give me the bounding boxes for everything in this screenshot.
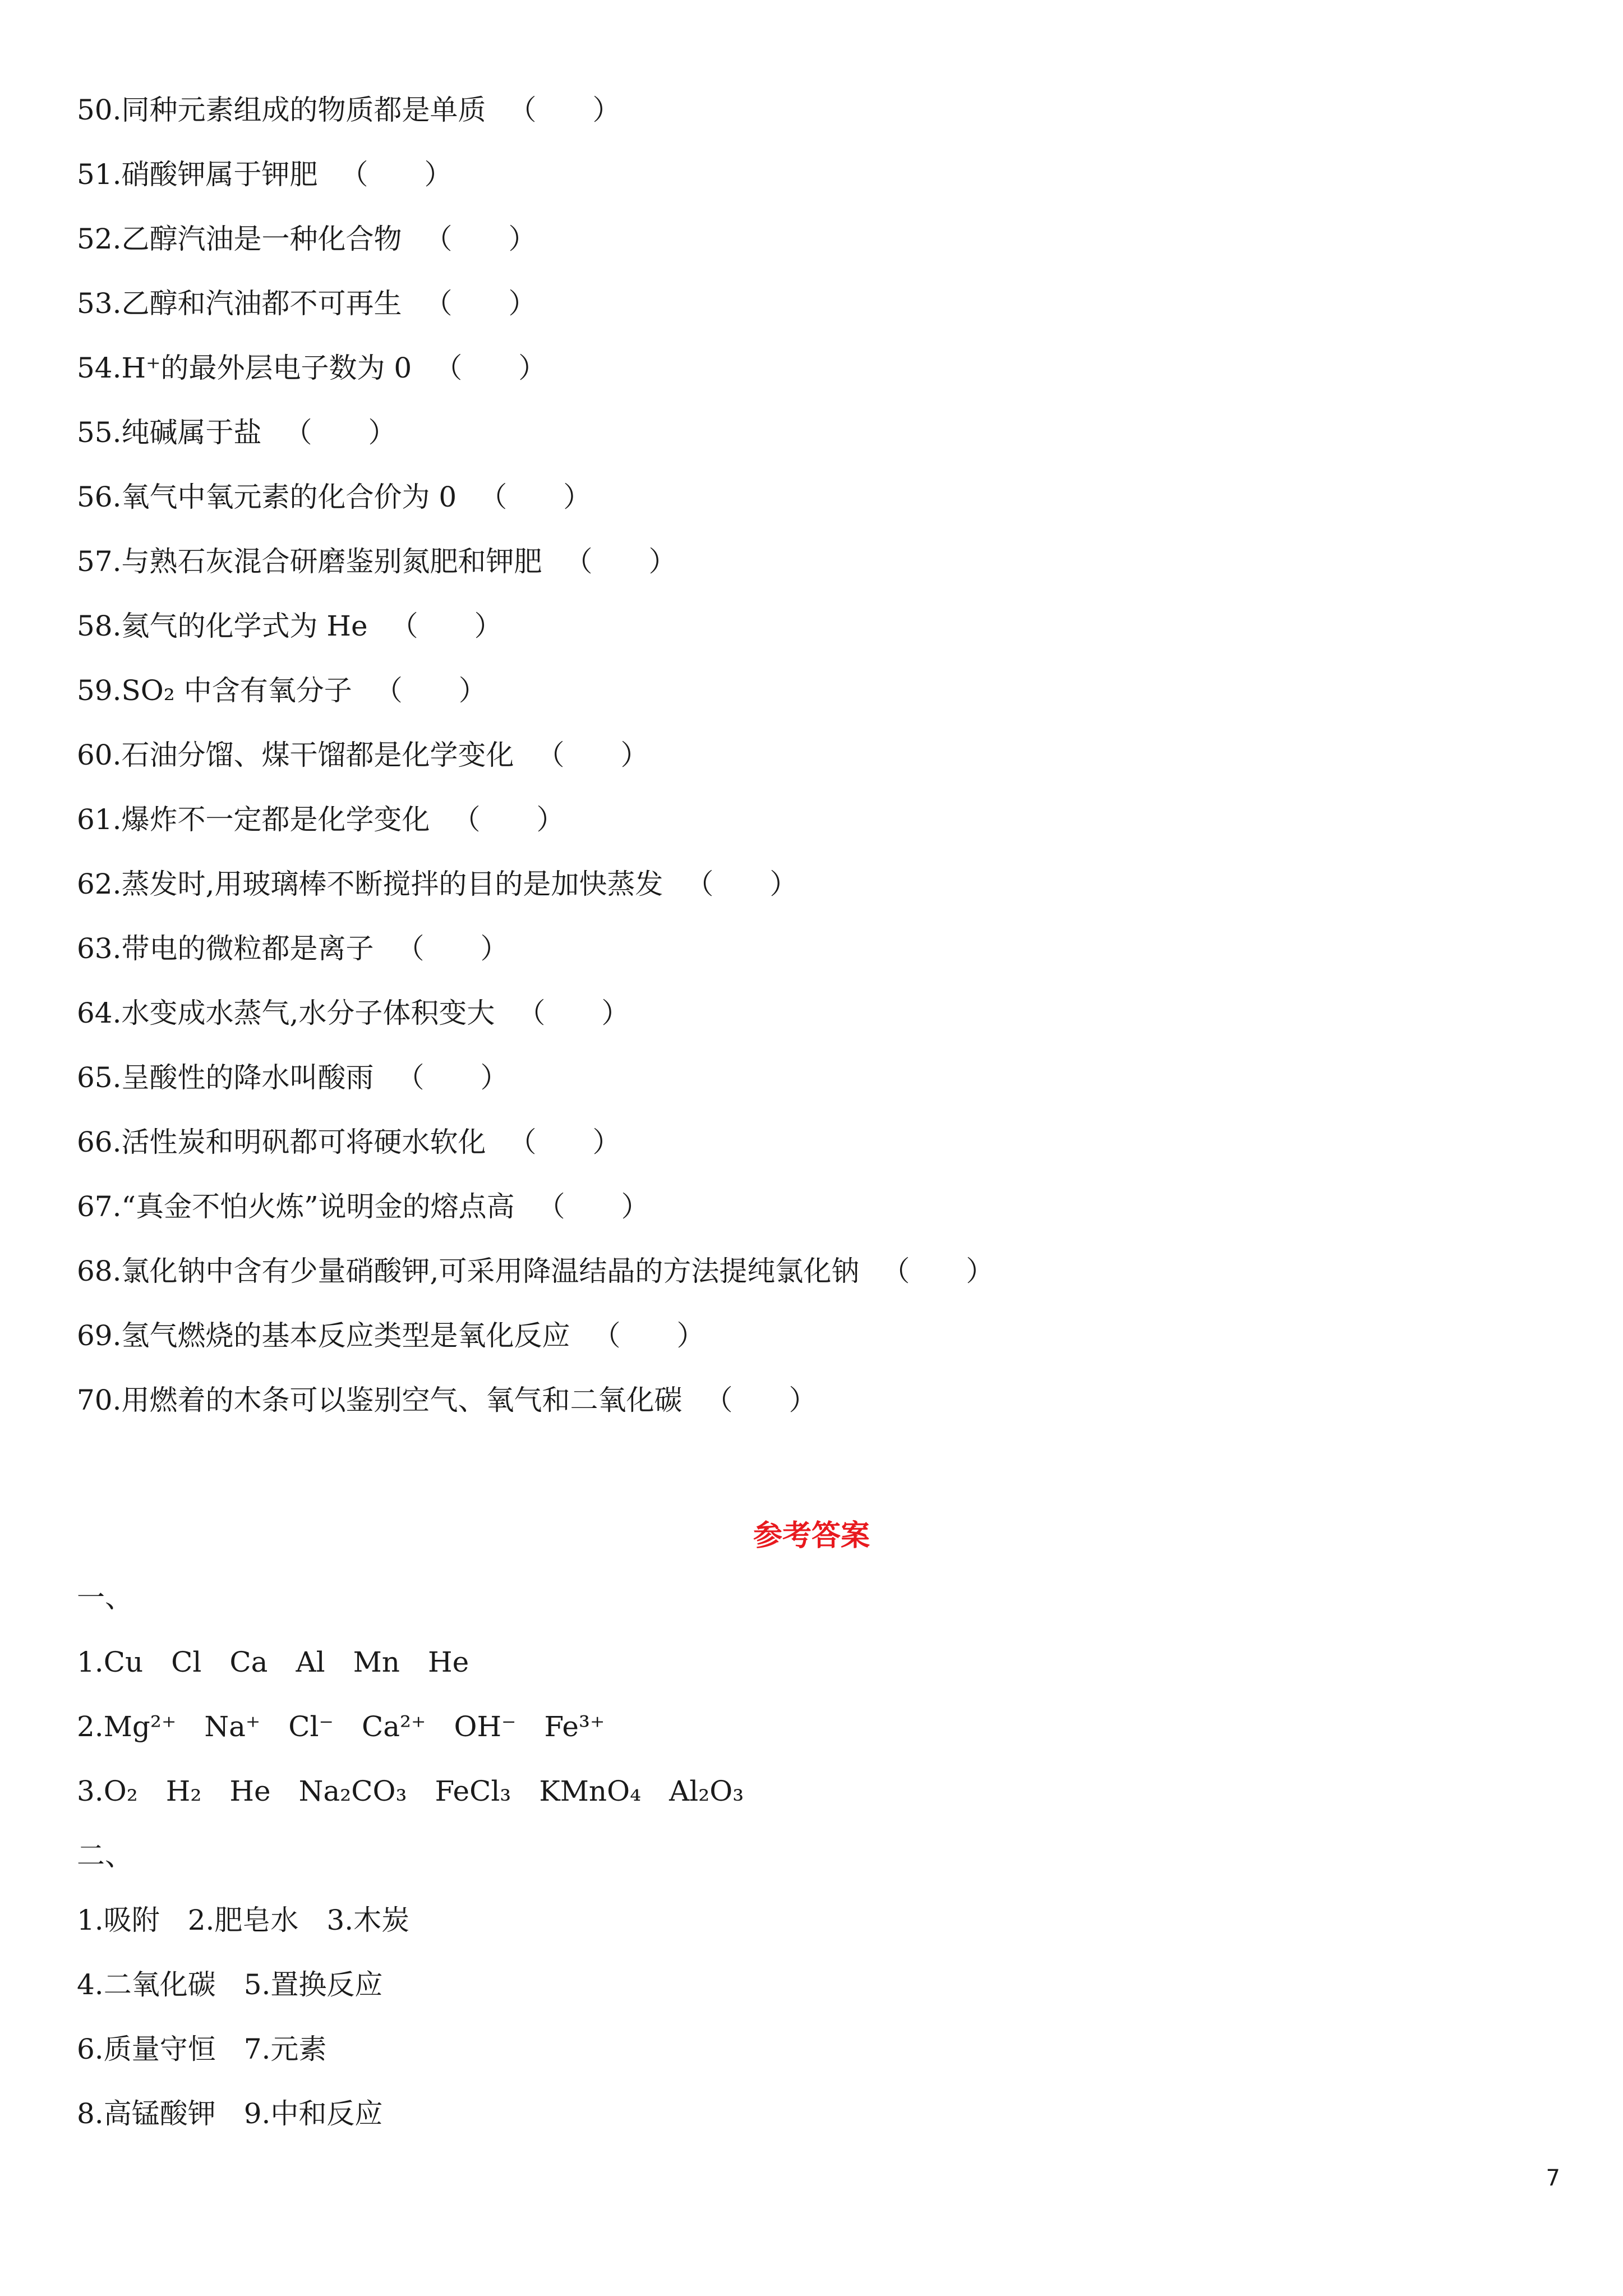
question-item — [77, 734, 1479, 798]
question-item — [77, 540, 1479, 605]
question-text: 53.乙醇和汽油都不可再生 — [77, 287, 402, 320]
answer-blank: （ ） — [517, 997, 630, 1029]
question-text: 66.活性炭和明矾都可将硬水软化 — [77, 1126, 486, 1158]
question-text: 70.用燃着的木条可以鉴别空气、氧气和二氧化碳 — [77, 1384, 683, 1416]
answer-token: 4.二氧化碳 — [77, 1968, 216, 2001]
answer-blank: （ ） — [396, 932, 509, 965]
answer-line — [77, 1705, 1479, 1770]
question-item — [77, 992, 1479, 1056]
answer-token: KMnO₄ — [539, 1775, 642, 1807]
answer-blank: （ ） — [537, 1190, 649, 1223]
question-text: 54.H⁺的最外层电子数为 0 — [77, 352, 412, 384]
page-number: 7 — [1546, 2165, 1560, 2191]
question-text: 69.氢气燃烧的基本反应类型是氧化反应 — [77, 1319, 570, 1352]
answer-token: Na₂CO₃ — [298, 1775, 407, 1807]
question-item — [77, 411, 1479, 476]
answer-token: He — [229, 1775, 271, 1807]
question-item — [77, 218, 1479, 282]
answer-token: 6.质量守恒 — [77, 2033, 216, 2065]
question-item — [77, 669, 1479, 734]
answer-token: Na⁺ — [204, 1710, 261, 1743]
question-text: 64.水变成水蒸气,水分子体积变大 — [77, 997, 495, 1029]
answer-token: 7.元素 — [243, 2033, 327, 2065]
question-item — [77, 798, 1479, 863]
question-text: 52.乙醇汽油是一种化合物 — [77, 223, 402, 255]
answer-blank: （ ） — [424, 287, 537, 320]
answer-token: H₂ — [165, 1775, 202, 1807]
question-item — [77, 1056, 1479, 1121]
answer-token: Cl — [171, 1646, 202, 1678]
answer-token: FeCl₃ — [435, 1775, 511, 1807]
answer-token: Al — [296, 1646, 325, 1678]
question-text: 56.氧气中氧元素的化合价为 0 — [77, 481, 457, 513]
answer-token: Mn — [353, 1646, 400, 1678]
question-item — [77, 1185, 1479, 1250]
answer-token: He — [428, 1646, 469, 1678]
answer-token: Fe³⁺ — [544, 1710, 605, 1743]
answer-token: 5.置换反应 — [243, 1968, 383, 2001]
answer-token: 1.吸附 — [77, 1904, 160, 1936]
answer-blank: （ ） — [882, 1255, 994, 1287]
answer-blank: （ ） — [508, 94, 621, 126]
question-item — [77, 1379, 1479, 1443]
question-item — [77, 282, 1479, 347]
question-text: 57.与熟石灰混合研磨鉴别氮肥和钾肥 — [77, 545, 542, 578]
question-text: 65.呈酸性的降水叫酸雨 — [77, 1061, 374, 1094]
answer-blank: （ ） — [424, 223, 537, 255]
answer-key — [77, 1576, 1479, 2157]
answer-blank: （ ） — [536, 739, 649, 771]
question-item — [77, 1314, 1479, 1379]
question-item — [77, 1121, 1479, 1185]
section-label: 二、 — [77, 1839, 133, 1872]
question-text: 60.石油分馏、煤干馏都是化学变化 — [77, 739, 514, 771]
answer-token: 2.肥皂水 — [187, 1904, 299, 1936]
answer-blank: （ ） — [508, 1126, 621, 1158]
answer-token: 2.Mg²⁺ — [77, 1710, 177, 1743]
question-item — [77, 89, 1479, 153]
answer-blank: （ ） — [284, 416, 396, 449]
answer-token: 9.中和反应 — [243, 2097, 383, 2130]
question-text: 58.氦气的化学式为 He — [77, 610, 368, 642]
question-text: 62.蒸发时,用玻璃棒不断搅拌的目的是加快蒸发 — [77, 868, 663, 900]
answer-blank: （ ） — [479, 481, 592, 513]
question-text: 55.纯碱属于盐 — [77, 416, 262, 449]
answer-key-title: 参考答案 — [753, 1519, 870, 1553]
answer-blank: （ ） — [396, 1061, 509, 1094]
answer-line — [77, 1641, 1479, 1705]
answer-line — [77, 1963, 1479, 2028]
answer-token: 1.Cu — [77, 1646, 144, 1678]
answer-blank: （ ） — [564, 545, 677, 578]
question-text: 59.SO₂ 中含有氧分子 — [77, 674, 352, 707]
answer-token: Cl⁻ — [288, 1710, 334, 1743]
question-text: 63.带电的微粒都是离子 — [77, 932, 374, 965]
answer-token: Ca²⁺ — [361, 1710, 426, 1743]
answer-blank: （ ） — [340, 158, 453, 191]
question-item — [77, 476, 1479, 540]
question-list — [77, 89, 1479, 1443]
question-item — [77, 927, 1479, 992]
answer-blank: （ ） — [452, 803, 565, 836]
question-item — [77, 347, 1479, 411]
answer-line — [77, 1899, 1479, 1963]
question-item — [77, 153, 1479, 218]
question-item — [77, 863, 1479, 927]
question-text: 61.爆炸不一定都是化学变化 — [77, 803, 430, 836]
question-item — [77, 605, 1479, 669]
answer-line — [77, 2092, 1479, 2157]
answer-token: 8.高锰酸钾 — [77, 2097, 216, 2130]
answer-blank: （ ） — [704, 1384, 817, 1416]
section-label: 一、 — [77, 1581, 133, 1614]
question-text: 50.同种元素组成的物质都是单质 — [77, 94, 486, 126]
answer-blank: （ ） — [592, 1319, 705, 1352]
answer-blank: （ ） — [434, 352, 547, 384]
question-text: 67.“真金不怕火炼”说明金的熔点高 — [77, 1190, 515, 1223]
answer-line — [77, 2028, 1479, 2092]
answer-token: 3.木炭 — [326, 1904, 410, 1936]
answer-line — [77, 1770, 1479, 1834]
answer-token: Ca — [229, 1646, 268, 1678]
answer-token: Al₂O₃ — [669, 1775, 744, 1807]
question-item — [77, 1250, 1479, 1314]
answer-blank: （ ） — [374, 674, 487, 707]
question-text: 51.硝酸钾属于钾肥 — [77, 158, 318, 191]
question-text: 68.氯化钠中含有少量硝酸钾,可采用降温结晶的方法提纯氯化钠 — [77, 1255, 860, 1287]
answer-blank: （ ） — [390, 610, 502, 642]
answer-token: OH⁻ — [454, 1710, 517, 1743]
answer-token: 3.O₂ — [77, 1775, 138, 1807]
answer-blank: （ ） — [685, 868, 798, 900]
